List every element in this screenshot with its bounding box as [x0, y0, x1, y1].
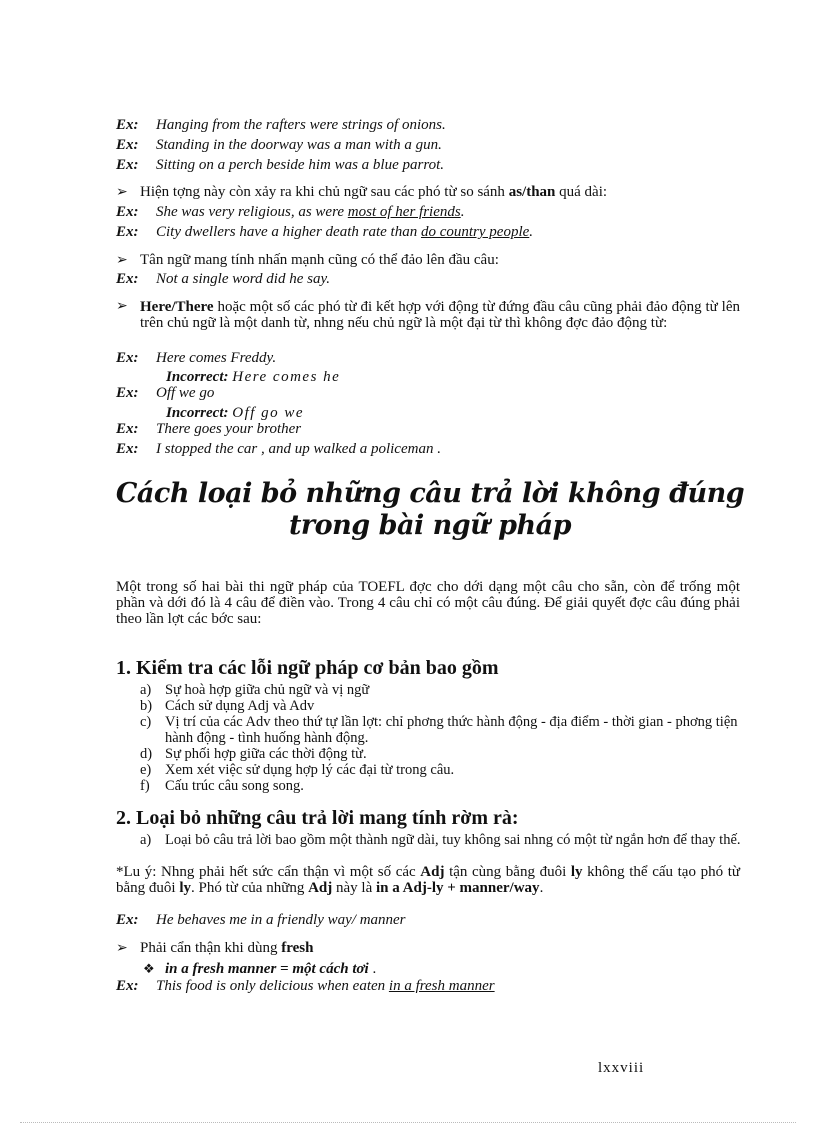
example-line	[116, 911, 406, 929]
bullet-text-end: quá dài:	[555, 184, 608, 200]
sub-bullet-end: .	[368, 961, 377, 977]
arrow-bullet-icon: ➢	[116, 941, 128, 956]
list-text: Vị trí của các Adv theo thứ tự lần lợt: chỉ phơng thức hành động - địa điểm - thời gian - phơng tiện hành động - tình huống hành động.	[165, 714, 738, 746]
example-line	[116, 223, 533, 241]
note-text: tận cùng bằng đuôi	[444, 864, 571, 880]
list-text: Loại bỏ câu trả lời bao gồm một thành ngữ dài, tuy không sai nhng có một từ ngắn hơn để thay thế.	[165, 832, 741, 848]
list-item	[140, 682, 755, 698]
section-2-list	[140, 832, 755, 848]
example-label: Ex:	[116, 350, 139, 366]
example-text: She was very religious, as were	[156, 204, 348, 220]
example-text: Not a single word did he say.	[156, 271, 331, 287]
example-label: Ex:	[116, 224, 139, 240]
bullet-here-there-arrow	[116, 298, 140, 315]
list-item	[140, 746, 755, 762]
note-paragraph	[116, 864, 740, 896]
bullet-text: Phải cẩn thận khi dùng	[140, 940, 282, 956]
note-text: .	[539, 880, 544, 896]
diamond-bullet-icon: ❖	[143, 961, 155, 976]
section-1-list	[140, 682, 755, 794]
arrow-bullet-icon: ➢	[116, 185, 128, 200]
example-label: Ex:	[116, 137, 139, 153]
example-text: Off we go	[156, 385, 215, 401]
list-text: Xem xét việc sử dụng hợp lý các đại từ trong câu.	[165, 762, 455, 778]
bullet-bold: Here/There	[140, 299, 214, 315]
title-line-1: Cách loại bỏ những câu trả lời không đúng	[115, 478, 745, 509]
list-text: Sự phối hợp giữa các thời động từ.	[165, 746, 367, 762]
bullet-text: hoặc một số các phó từ đi kết hợp với động từ đứng đầu câu cũng phải đảo động từ lên trên chủ ngữ là một danh từ, nhng nếu chủ ngữ là một đại từ thì không đợc đảo động từ:	[140, 299, 740, 331]
note-text: . Phó từ của những	[191, 880, 309, 896]
sub-bullet-bold: = một cách tơi	[276, 961, 369, 977]
example-line	[116, 203, 464, 221]
page-title	[100, 478, 760, 542]
list-letter: a)	[140, 682, 152, 698]
note-bold: ly	[179, 880, 191, 896]
example-line	[116, 270, 330, 288]
bullet-text: Tân ngữ mang tính nhấn mạnh cũng có thể đảo lên đầu câu:	[140, 252, 499, 268]
example-label: Ex:	[116, 441, 139, 457]
list-item	[140, 762, 755, 778]
example-line	[116, 977, 495, 995]
list-item	[140, 778, 755, 794]
bullet-here-there	[140, 299, 740, 331]
example-line	[116, 420, 301, 438]
bullet-bold: fresh	[281, 940, 314, 956]
list-letter: b)	[140, 698, 153, 714]
incorrect-text: Here comes he	[232, 369, 341, 385]
sub-bullet	[143, 960, 376, 978]
list-letter: d)	[140, 746, 153, 762]
example-line	[116, 156, 444, 174]
example-end: .	[529, 224, 534, 240]
list-letter: c)	[140, 714, 152, 730]
example-text: He behaves me in a friendly way/ manner	[156, 912, 406, 928]
example-text: Here comes Freddy.	[156, 350, 277, 366]
note-text: *Lu ý: Nhng phải hết sức cẩn thận vì một số các	[116, 864, 421, 880]
list-item	[140, 714, 755, 746]
incorrect-label: Incorrect:	[166, 405, 229, 421]
example-underlined: in a fresh manner	[388, 978, 495, 994]
example-label: Ex:	[116, 978, 139, 994]
bullet-text: Hiện tợng này còn xảy ra khi chủ ngữ sau các phó từ so sánh	[140, 184, 509, 200]
bullet-fresh	[116, 940, 313, 957]
list-text: Cấu trúc câu song song.	[165, 778, 304, 794]
bullet-emphatic-object	[116, 252, 499, 269]
example-label: Ex:	[116, 157, 139, 173]
example-text: This food is only delicious when eaten	[156, 978, 389, 994]
list-text: Cách sử dụng Adj và Adv	[165, 698, 315, 714]
example-text: Sitting on a perch beside him was a blue parrot.	[156, 157, 445, 173]
arrow-bullet-icon: ➢	[116, 299, 128, 314]
example-line	[116, 440, 441, 458]
note-text: này là	[332, 880, 376, 896]
list-letter: a)	[140, 832, 152, 848]
title-line-2: trong bài ngữ pháp	[288, 510, 572, 541]
list-text: Sự hoà hợp giữa chủ ngữ và vị ngữ	[165, 682, 370, 698]
example-underlined: do country people	[420, 224, 530, 240]
example-line	[116, 384, 214, 402]
note-bold: in a Adj-ly + manner/way	[376, 880, 540, 896]
intro-paragraph: Một trong số hai bài thi ngữ pháp của TOEFL đợc cho dới dạng một câu cho sẵn, còn để trống một phần và dới đó là 4 câu để điền vào. Trong 4 câu chỉ có một câu đúng. Để giải quyết đợc câu đúng phải theo lần lợt các bớc sau:	[116, 579, 740, 627]
list-letter: f)	[140, 778, 150, 794]
list-letter: e)	[140, 762, 152, 778]
example-underlined: most of her friends	[347, 204, 461, 220]
example-text: I stopped the car , and up walked a policeman .	[156, 441, 441, 457]
page-number: lxxviii	[598, 1060, 645, 1076]
arrow-bullet-icon: ➢	[116, 253, 128, 268]
example-text: City dwellers have a higher death rate than	[156, 224, 421, 240]
example-line	[116, 116, 446, 134]
example-label: Ex:	[116, 204, 139, 220]
example-text: There goes your brother	[156, 421, 302, 437]
example-text: Standing in the doorway was a man with a gun.	[156, 137, 442, 153]
incorrect-text: Off go we	[232, 405, 305, 421]
note-bold: ly	[570, 864, 583, 880]
example-label: Ex:	[116, 912, 139, 928]
example-label: Ex:	[116, 421, 139, 437]
section-1-heading: 1. Kiểm tra các lỗi ngữ pháp cơ bản bao gồm	[116, 657, 499, 679]
example-line	[116, 349, 276, 367]
example-end: .	[460, 204, 465, 220]
list-item	[140, 698, 755, 714]
example-label: Ex:	[116, 271, 139, 287]
list-item	[140, 832, 755, 848]
sub-bullet-italic: in a fresh manner	[165, 961, 277, 977]
example-label: Ex:	[116, 117, 139, 133]
note-bold: Adj	[308, 880, 333, 896]
note-text: không thể cấu tạo phó từ bằng đuôi	[116, 864, 740, 896]
bullet-as-than	[116, 184, 607, 201]
note-bold: Adj	[420, 864, 445, 880]
example-label: Ex:	[116, 385, 139, 401]
incorrect-label: Incorrect:	[166, 369, 229, 385]
example-text: Hanging from the rafters were strings of onions.	[156, 117, 446, 133]
example-line	[116, 136, 442, 154]
bullet-bold: as/than	[508, 184, 556, 200]
section-2-heading: 2. Loại bỏ những câu trả lời mang tính rờm rà:	[116, 807, 519, 829]
